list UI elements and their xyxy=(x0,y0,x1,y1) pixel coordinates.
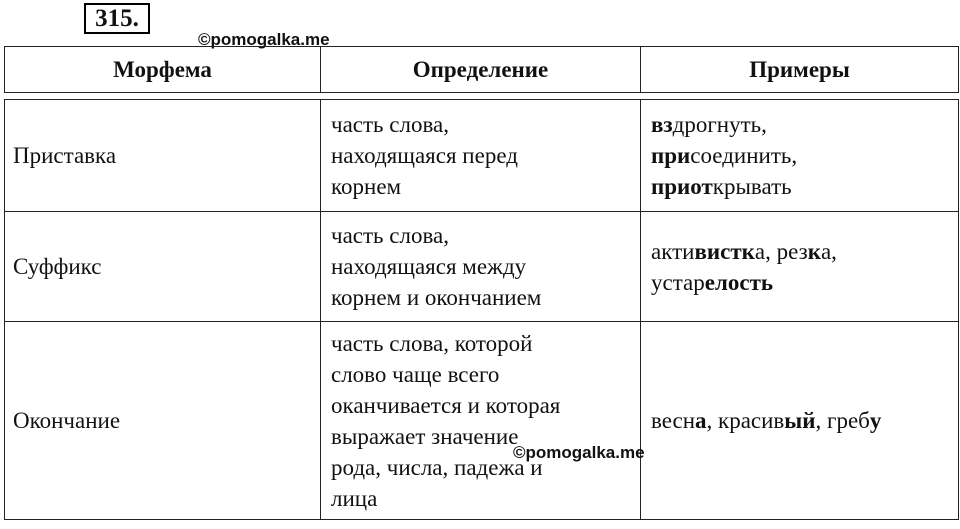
highlighted-morpheme: к xyxy=(807,238,821,264)
example-text: соединить, xyxy=(690,143,798,168)
definition-line: оканчивается и которая xyxy=(331,392,561,418)
highlighted-morpheme: а xyxy=(695,408,707,433)
header-table xyxy=(4,46,959,93)
definition-line: часть слова, xyxy=(331,223,449,248)
watermark-top: ©pomogalka.me xyxy=(198,30,330,49)
highlighted-morpheme: вистк xyxy=(694,238,755,264)
highlighted-morpheme: ый xyxy=(784,408,816,433)
examples-cell xyxy=(641,100,959,212)
highlighted-morpheme: при xyxy=(651,143,691,168)
definition-line: лица xyxy=(331,485,378,511)
definition-line: корнем xyxy=(331,174,402,199)
definition-line: находящаяся между xyxy=(331,254,527,279)
definition-cell xyxy=(321,212,641,322)
table-row xyxy=(5,212,959,322)
example-line xyxy=(651,267,958,298)
highlighted-morpheme: у xyxy=(869,408,882,433)
example-text: дрогнуть, xyxy=(672,112,767,137)
definition-cell xyxy=(321,100,641,212)
example-text: акти xyxy=(651,238,695,264)
table-row xyxy=(5,322,959,520)
highlighted-morpheme: приот xyxy=(651,174,713,199)
definition-line: находящаяся перед xyxy=(331,143,518,168)
examples-cell xyxy=(641,212,959,322)
example-text: а, рез xyxy=(754,238,808,264)
definition-line: корнем и окончанием xyxy=(331,285,542,310)
example-line xyxy=(651,109,958,140)
definition-line: слово чаще всего xyxy=(331,361,500,387)
example-line xyxy=(651,171,958,202)
morpheme-cell: Приставка xyxy=(5,100,321,212)
example-text: весн xyxy=(651,408,696,433)
definition-line: часть слова, которой xyxy=(331,330,533,356)
task-number: 315. xyxy=(84,3,150,34)
table-row xyxy=(5,100,959,212)
example-text: , красив xyxy=(706,408,785,433)
example-line xyxy=(651,405,958,436)
morpheme-table xyxy=(4,99,959,520)
morpheme-cell: Окончание xyxy=(5,322,321,520)
header-examples: Примеры xyxy=(641,47,959,93)
example-text: а, xyxy=(820,238,837,264)
watermark-bottom: ©pomogalka.me xyxy=(513,443,645,462)
header-morpheme: Морфема xyxy=(5,47,321,93)
highlighted-morpheme: вз xyxy=(651,112,673,137)
examples-cell xyxy=(641,322,959,520)
definition-line: выражает значение xyxy=(331,423,519,449)
example-text: крывать xyxy=(712,174,792,199)
example-line xyxy=(651,140,958,171)
example-line xyxy=(651,236,958,267)
definition-line: рода, числа, падежа и xyxy=(331,454,543,480)
header-definition: Определение xyxy=(321,47,641,93)
morpheme-cell: Суффикс xyxy=(5,212,321,322)
definition-cell xyxy=(321,322,641,520)
highlighted-morpheme: елость xyxy=(704,269,774,295)
example-text: , греб xyxy=(815,408,870,433)
definition-line: часть слова, xyxy=(331,112,449,137)
example-text: устар xyxy=(651,269,705,295)
